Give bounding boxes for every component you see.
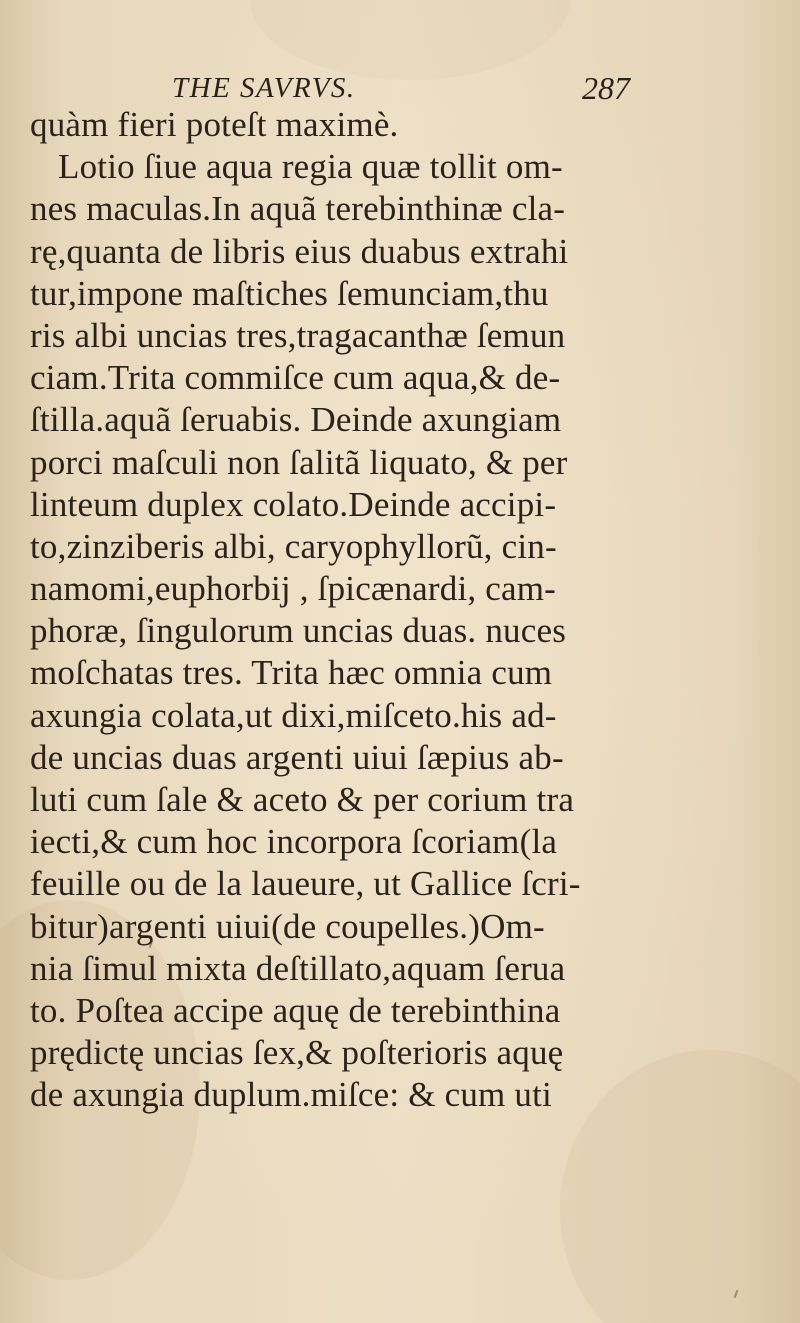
text-line: axungia colata,ut dixi,miſceto.his ad- bbox=[30, 695, 557, 735]
text-line: bitur)argenti uiui(de coupelles.)Om- bbox=[30, 906, 545, 946]
text-line: rę,quanta de libris eius duabus extrahi bbox=[30, 231, 569, 271]
text-line: luti cum ſale & aceto & per corium tra bbox=[30, 780, 575, 819]
text-line: iecti,& cum hoc incorpora ſcoriam(la bbox=[30, 822, 558, 862]
text-line: phoræ, ſingulorum uncias duas. nuces bbox=[30, 611, 567, 651]
text-line: linteum duplex colato.Deinde accipi- bbox=[30, 484, 557, 524]
text-line: ciam.Trita commiſce cum aqua,& de- bbox=[30, 358, 561, 398]
text-line: to,zinziberis albi, caryophyllorũ, cin- bbox=[30, 526, 557, 566]
text-line: ris albi uncias tres,tragacanthæ ſemun bbox=[30, 315, 566, 355]
text-line: tur,impone maſtiches ſemunciam,thu bbox=[30, 273, 549, 313]
page-header bbox=[0, 68, 800, 108]
text-line: namomi,euphorbij , ſpicænardi, cam- bbox=[30, 569, 557, 609]
text-line: moſchatas tres. Trita hæc omnia cum bbox=[30, 653, 553, 693]
text-line: ſtilla.aquã ſeruabis. Deinde axungiam bbox=[30, 400, 562, 440]
text-line: Lotio ſiue aqua regia quæ tollit om- bbox=[58, 147, 563, 187]
text-line: porci maſculi non ſalitã liquato, & per bbox=[30, 442, 568, 482]
text-line: de uncias duas argenti uiui ſæpius ab- bbox=[30, 737, 564, 777]
running-title: THE SAVRVS. bbox=[172, 72, 356, 104]
body-text bbox=[30, 104, 670, 1117]
text-line: nia ſimul mixta deſtillato,aquam ſerua bbox=[30, 948, 566, 988]
text-line: de axungia duplum.miſce: & cum uti bbox=[30, 1075, 552, 1115]
text-line: to. Poſtea accipe aquę de terebinthina bbox=[30, 990, 561, 1030]
text-line: nes maculas.In aquã terebinthinæ cla- bbox=[30, 189, 566, 229]
page-number: 287 bbox=[582, 70, 630, 106]
text-line: quàm fieri poteſt maximè. bbox=[30, 105, 399, 144]
text-line: feuille ou de la laueure, ut Gallice ſcri- bbox=[30, 864, 581, 904]
text-line: prędictę uncias ſex,& poſterioris aquę bbox=[30, 1033, 564, 1073]
